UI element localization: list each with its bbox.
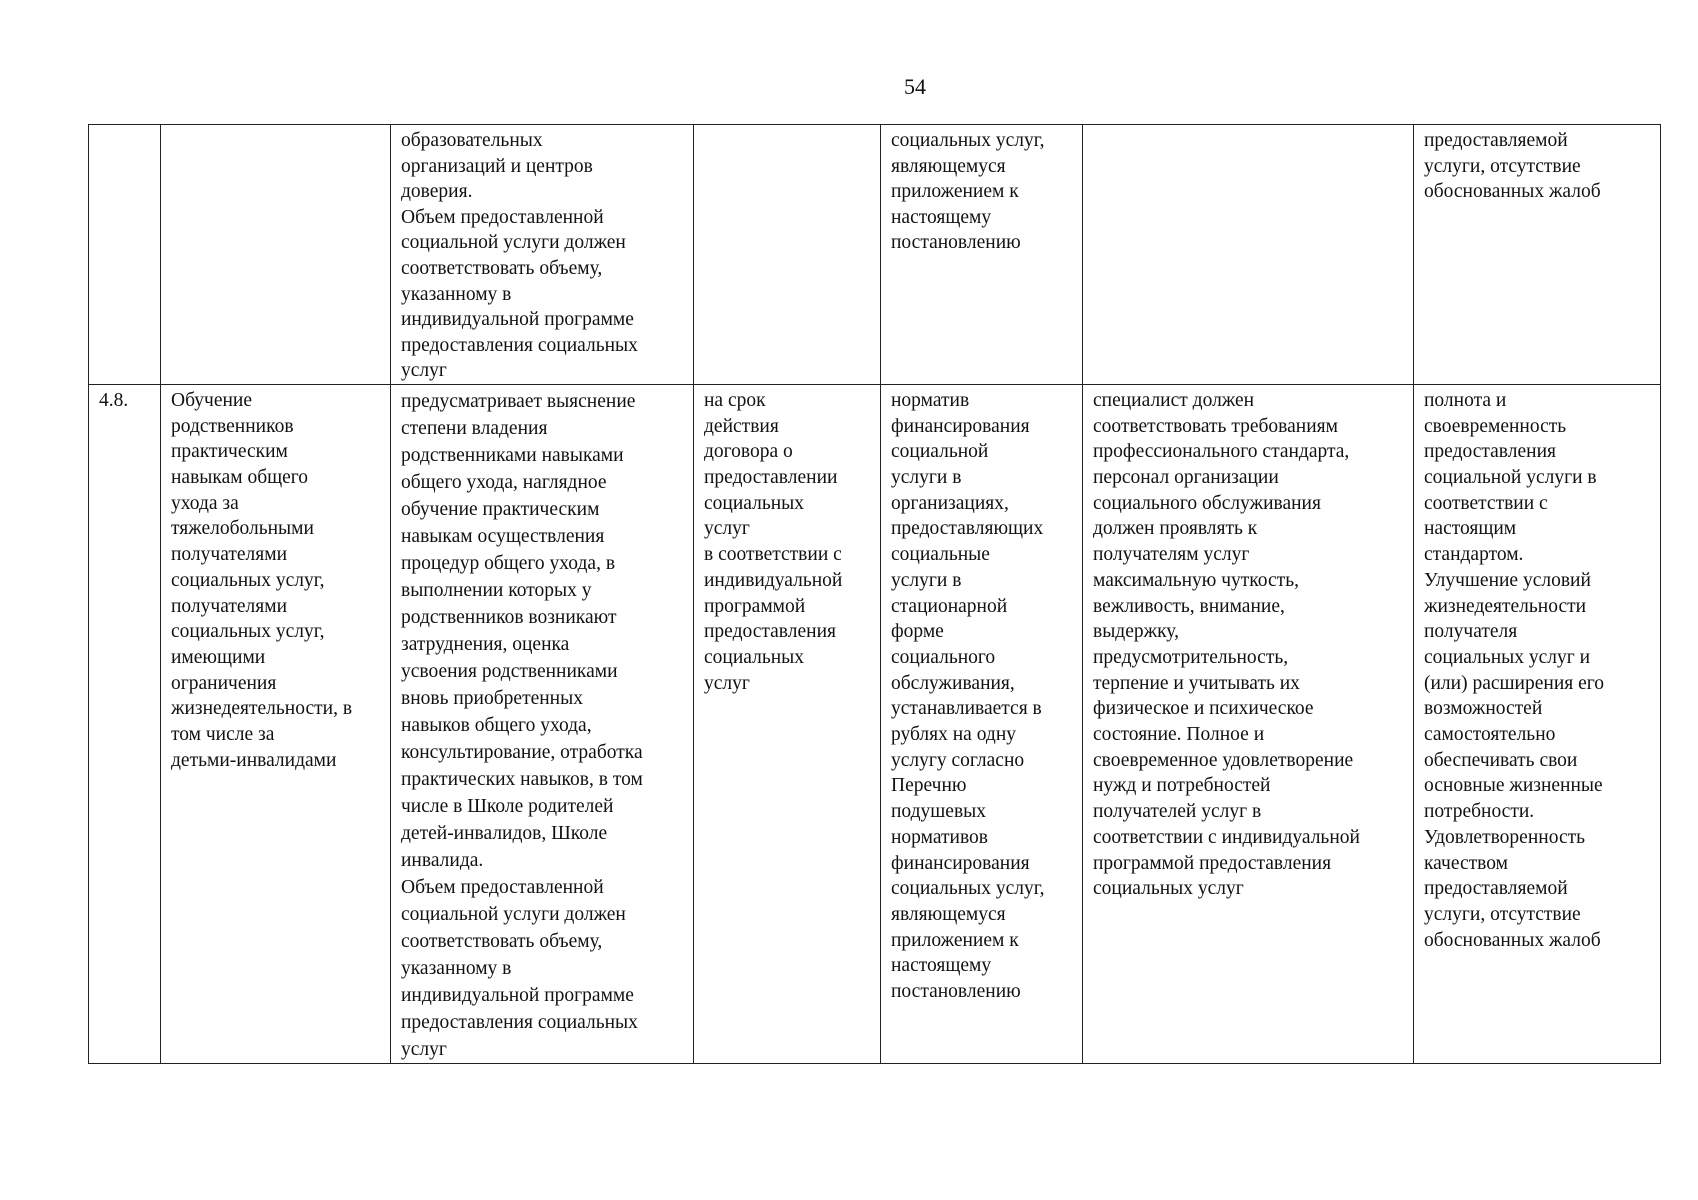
cell-service-name [161,125,391,385]
cell-service-description [391,125,694,385]
cell-service-name-text: Обучение родственников практическим навыкам общего ухода за тяжелобольными получателями социальных услуг, получателями социальных услуг, имеющими ограничения жизнедеятельности, в том числе за детьми-инвалидами [171,389,353,771]
cell-financing-norm [881,384,1083,1063]
cell-quality-indicators-text: предоставляемой услуги, отсутствие обоснованных жалоб [1424,130,1601,203]
cell-service-term [694,384,881,1063]
cell-service-conditions [1083,125,1414,385]
cell-service-description-text: предусматривает выяснение степени владения родственниками навыками общего ухода, наглядное обучение практическим навыкам осуществления процедур общего ухода, в выполнении которых у родственников возникают затруднения, оценка усвоения родственниками вновь приобретенных навыков общего ухода, консультирование, отработка практических навыков, в том числе в Школе родителей детей-инвалидов, Школе инвалида. Объем предоставленной социальной услуги должен соответствовать объему, указанному в индивидуальной программе предоставления социальных услуг [401,390,643,1060]
cell-financing-norm [881,125,1083,385]
cell-service-conditions [1083,384,1414,1063]
services-standards-table [88,124,1661,1064]
cell-service-conditions-text: специалист должен соответствовать требованиям профессионального стандарта, персонал организации социального обслуживания должен проявлять к получателям услуг максимальную чуткость, вежливость, внимание, выдержку, предусмотрительность, терпение и учитывать их физическое и психическое состояние. Полное и своевременное удовлетворение нужд и потребностей получателей услуг в соответствии с индивидуальной программой предоставления социальных услуг [1093,389,1360,900]
cell-service-description-text: образовательных организаций и центров доверия. Объем предоставленной социальной услуги должен соответствовать объему, указанному в индивидуальной программе предоставления социальных услуг [401,130,638,382]
cell-index [89,384,161,1063]
cell-financing-norm-text: норматив финансирования социальной услуги в организациях, предоставляющих социальные услуги в стационарной форме социального обслуживания, устанавливается в рублях на одну услугу согласно Перечню подушевых нормативов финансирования социальных услуг, являющемуся приложением к настоящему постановлению [891,389,1045,1003]
table-row [89,125,1661,385]
cell-service-name [161,384,391,1063]
table-row [89,384,1661,1063]
cell-index [89,125,161,385]
cell-financing-norm-text: социальных услуг, являющемуся приложением к настоящему постановлению [891,130,1045,254]
cell-index-text: 4.8. [99,389,129,411]
page-number: 54 [904,74,926,99]
cell-quality-indicators [1414,125,1661,385]
cell-service-description [391,384,694,1063]
cell-quality-indicators-text: полнота и своевременность предоставления социальной услуги в соответствии с настоящим стандартом. Улучшение условий жизнедеятельности получателя социальных услуг и (или) расширения его возможностей самостоятельно обеспечивать свои основные жизненные потребности. Удовлетворенность качеством предоставляемой услуги, отсутствие обоснованных жалоб [1424,389,1605,951]
cell-service-term [694,125,881,385]
cell-service-term-text: на срок действия договора о предоставлении социальных услуг в соответствии с индивидуальной программой предоставления социальных услуг [704,389,843,694]
cell-quality-indicators [1414,384,1661,1063]
